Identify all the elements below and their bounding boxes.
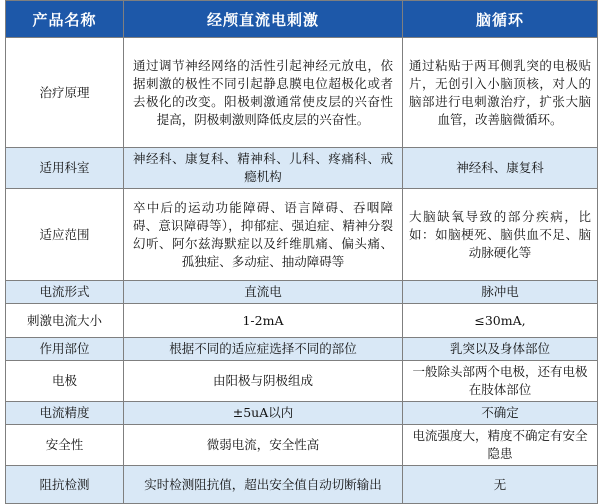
brain-cell: 无 [403, 466, 598, 504]
brain-cell: 一般除头部两个电极，还有电极在肢体部位 [403, 361, 598, 402]
row-label: 适应范围 [6, 189, 124, 281]
tdcs-cell: 微弱电流，安全性高 [124, 425, 403, 466]
tdcs-cell: ±5uA以内 [124, 402, 403, 425]
row-label: 电极 [6, 361, 124, 402]
tdcs-cell: 卒中后的运动功能障碍、语言障碍、吞咽障碍、意识障碍等），抑郁症、强迫症、精神分裂幻听、阿尔兹海默症以及纤维肌痛、偏头痛、孤独症、多动症、抽动障碍等 [124, 189, 403, 281]
table-row [6, 466, 598, 504]
row-label: 刺激电流大小 [6, 304, 124, 338]
tdcs-cell: 直流电 [124, 281, 403, 304]
table-row [6, 425, 598, 466]
brain-cell: 不确定 [403, 402, 598, 425]
brain-cell: 神经科、康复科 [403, 148, 598, 189]
row-label: 治疗原理 [6, 38, 124, 148]
header-row [6, 1, 598, 38]
table-row [6, 281, 598, 304]
table-row [6, 402, 598, 425]
row-label: 适用科室 [6, 148, 124, 189]
brain-cell: 乳突以及身体部位 [403, 338, 598, 361]
tdcs-cell: 通过调节神经网络的活性引起神经元放电，依据刺激的极性不同引起静息膜电位超极化或者去极化的改变。阳极刺激通常使皮层的兴奋性提高，阴极刺激则降低皮层的兴奋性。 [124, 38, 403, 148]
row-label: 电流精度 [6, 402, 124, 425]
tdcs-cell: 根据不同的适应症选择不同的部位 [124, 338, 403, 361]
row-label: 电流形式 [6, 281, 124, 304]
table-row [6, 361, 598, 402]
row-label: 安全性 [6, 425, 124, 466]
brain-cell: 电流强度大，精度不确定有安全隐患 [403, 425, 598, 466]
tdcs-cell: 神经科、康复科、精神科、儿科、疼痛科、戒瘾机构 [124, 148, 403, 189]
brain-cell: 脉冲电 [403, 281, 598, 304]
header-product-name: 产品名称 [6, 1, 124, 38]
brain-cell: 通过粘贴于两耳侧乳突的电极贴片，无创引入小脑顶核，对人的脑部进行电刺激治疗，扩张大脑血管，改善脑微循环。 [403, 38, 598, 148]
table-row [6, 338, 598, 361]
table-row [6, 304, 598, 338]
table-row [6, 38, 598, 148]
header-tdcs: 经颅直流电刺激 [124, 1, 403, 38]
table-row [6, 148, 598, 189]
row-label: 作用部位 [6, 338, 124, 361]
table-row [6, 189, 598, 281]
comparison-table [5, 0, 598, 504]
row-label: 阻抗检测 [6, 466, 124, 504]
tdcs-cell: 实时检测阻抗值，超出安全值自动切断输出 [124, 466, 403, 504]
brain-cell: 大脑缺氧导致的部分疾病，比如：如脑梗死、脑供血不足、脑动脉硬化等 [403, 189, 598, 281]
brain-cell: ≤30mA, [403, 304, 598, 338]
tdcs-cell: 由阳极与阴极组成 [124, 361, 403, 402]
header-brain-circulation: 脑循环 [403, 1, 598, 38]
tdcs-cell: 1-2mA [124, 304, 403, 338]
